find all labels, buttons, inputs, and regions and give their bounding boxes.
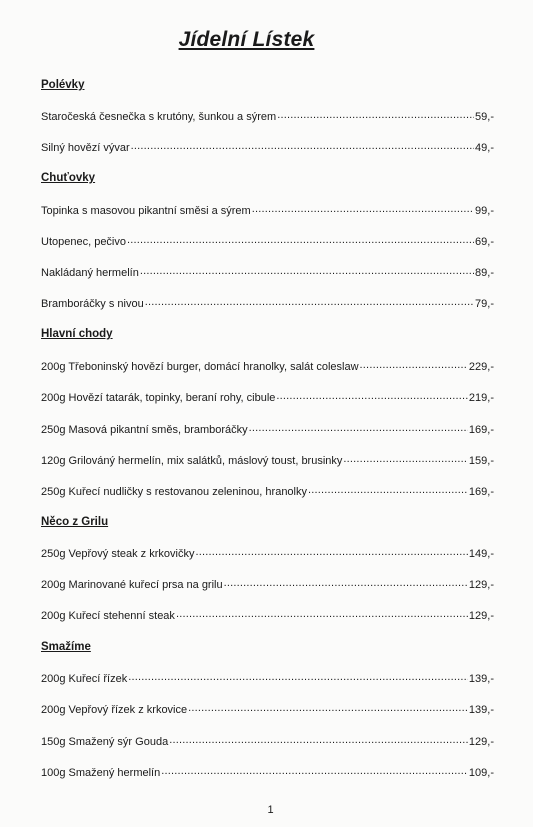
menu-item-name: 150g Smažený sýr Gouda	[41, 736, 169, 748]
menu-item-price: 219,-	[468, 392, 494, 404]
menu-item	[41, 297, 494, 310]
menu-item	[41, 266, 494, 279]
menu-item-name: 200g Vepřový řízek z krkovice	[41, 704, 188, 716]
menu-item-name: Nakládaný hermelín	[41, 267, 139, 279]
dot-leader	[128, 672, 468, 682]
menu-item-name: 250g Vepřový steak z krkovičky	[41, 548, 195, 560]
menu-item-name: Silný hovězí vývar	[41, 142, 130, 154]
dot-leader	[224, 578, 468, 588]
dot-leader	[249, 423, 468, 433]
menu-item-name: 250g Kuřecí nudličky s restovanou zeleninou, hranolky	[41, 486, 307, 498]
dot-leader	[161, 766, 468, 776]
dot-leader	[188, 703, 468, 713]
menu-item-name: 100g Smažený hermelín	[41, 767, 161, 779]
menu-item-price: 99,-	[475, 205, 494, 217]
menu-item-price: 149,-	[468, 548, 494, 560]
section-heading-polevky: Polévky	[41, 79, 85, 91]
menu-item	[41, 547, 494, 560]
menu-item	[41, 703, 494, 716]
section-heading-chutovky: Chuťovky	[41, 172, 96, 184]
menu-item-name: 200g Kuřecí stehenní steak	[41, 610, 175, 622]
menu-item-price: 229,-	[468, 361, 494, 373]
menu-item	[41, 609, 494, 622]
menu-item	[41, 204, 494, 217]
menu-item	[41, 391, 494, 404]
dot-leader	[276, 391, 468, 401]
menu-item	[41, 578, 494, 591]
dot-leader	[195, 547, 467, 557]
menu-item-name: 120g Grilováný hermelín, mix salátků, máslový toust, brusinky	[41, 455, 343, 467]
menu-item-price: 129,-	[468, 610, 494, 622]
menu-item-price: 139,-	[468, 704, 494, 716]
dot-leader	[343, 454, 468, 464]
menu-item-price: 129,-	[468, 736, 494, 748]
menu-item	[41, 141, 494, 154]
menu-item-name: Utopenec, pečivo	[41, 236, 126, 248]
dot-leader	[131, 141, 474, 151]
menu-item-name: Bramboráčky s nivou	[41, 298, 144, 310]
dot-leader	[252, 204, 474, 214]
menu-item	[41, 454, 494, 467]
menu-item-name: 200g Třeboninský hovězí burger, domácí hranolky, salát coleslaw	[41, 361, 359, 373]
menu-item	[41, 485, 494, 498]
menu-item-price: 159,-	[468, 455, 494, 467]
menu-item-price: 169,-	[468, 486, 494, 498]
section-heading-neco-z-grilu: Něco z Grilu	[41, 516, 109, 528]
menu-item-price: 139,-	[468, 673, 494, 685]
section-heading-smazime: Smažíme	[41, 641, 91, 653]
menu-item-price: 129,-	[468, 579, 494, 591]
menu-item	[41, 423, 494, 436]
dot-leader	[277, 110, 474, 120]
dot-leader	[360, 360, 468, 370]
menu-item	[41, 360, 494, 373]
menu-item-price: 49,-	[475, 142, 494, 154]
menu-item	[41, 235, 494, 248]
menu-item	[41, 110, 494, 123]
menu-item	[41, 672, 494, 685]
menu-item-name: 250g Masová pikantní směs, bramboráčky	[41, 424, 248, 436]
dot-leader	[169, 735, 468, 745]
menu-item-price: 59,-	[475, 111, 494, 123]
dot-leader	[127, 235, 474, 245]
dot-leader	[308, 485, 468, 495]
dot-leader	[140, 266, 474, 276]
menu-item	[41, 735, 494, 748]
menu-item-price: 69,-	[475, 236, 494, 248]
menu-item-name: Staročeská česnečka s krutóny, šunkou a sýrem	[41, 111, 277, 123]
dot-leader	[176, 609, 468, 619]
page-title: Jídelní Lístek	[178, 28, 315, 51]
menu-item-price: 79,-	[475, 298, 494, 310]
menu-item-name: 200g Marinované kuřecí prsa na grilu	[41, 579, 223, 591]
menu-item-price: 169,-	[468, 424, 494, 436]
menu-item-price: 89,-	[475, 267, 494, 279]
page-number: 1	[267, 804, 274, 816]
menu-item-name: Topinka s masovou pikantní směsi a sýrem	[41, 205, 251, 217]
section-heading-hlavni-chody: Hlavní chody	[41, 328, 113, 340]
menu-item-name: 200g Kuřecí řízek	[41, 673, 128, 685]
menu-item-name: 200g Hovězí tatarák, topinky, beraní rohy, cibule	[41, 392, 276, 404]
menu-item	[41, 766, 494, 779]
menu-item-price: 109,-	[468, 767, 494, 779]
dot-leader	[145, 297, 474, 307]
